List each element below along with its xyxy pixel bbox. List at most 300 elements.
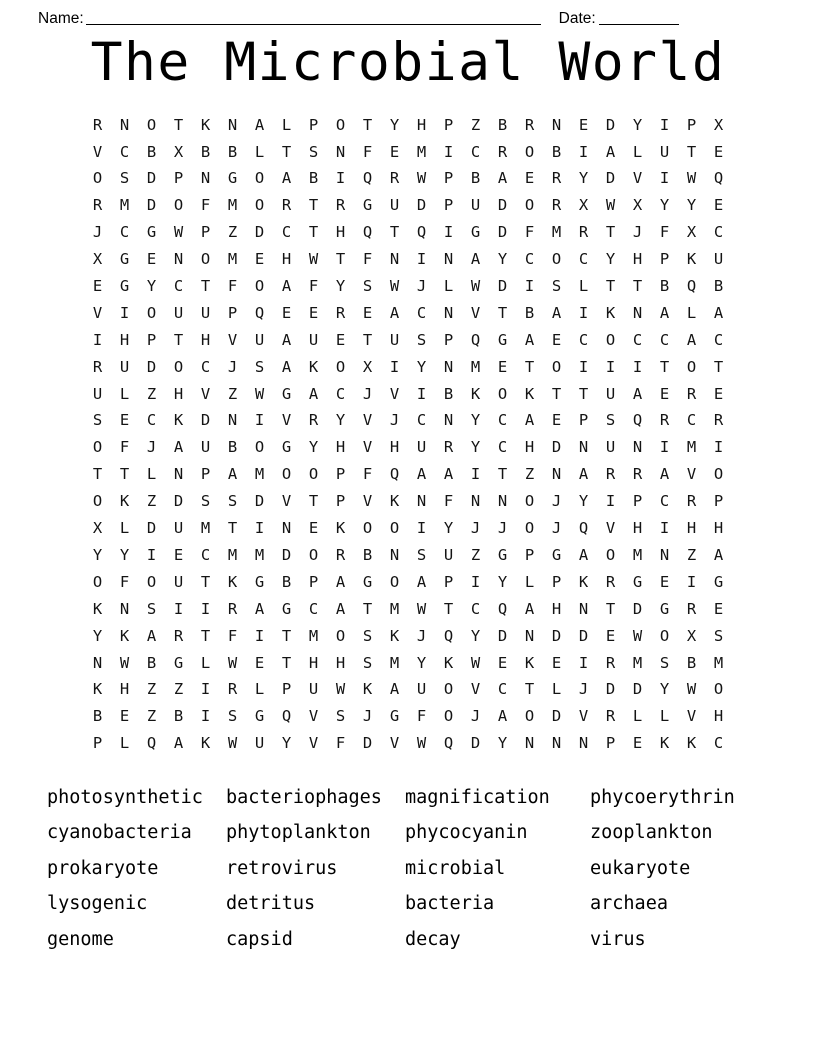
grid-cell[interactable]: B [308,169,319,188]
grid-cell[interactable]: U [308,330,319,349]
grid-cell[interactable]: L [146,465,157,484]
word-bank-item[interactable]: decay [405,928,461,950]
grid-cell[interactable]: I [686,572,697,591]
grid-cell[interactable]: R [92,196,103,215]
grid-cell[interactable]: F [227,626,238,645]
grid-cell[interactable]: P [281,680,292,699]
grid-cell[interactable]: Q [146,734,157,753]
grid-cell[interactable]: S [362,277,373,296]
grid-cell[interactable]: A [659,303,670,322]
grid-cell[interactable]: P [335,465,346,484]
grid-cell[interactable]: R [335,545,346,564]
grid-cell[interactable]: O [551,357,562,376]
grid-cell[interactable]: Z [470,115,481,134]
grid-cell[interactable]: T [362,599,373,618]
grid-cell[interactable]: N [443,357,454,376]
grid-cell[interactable]: P [443,196,454,215]
grid-cell[interactable]: Y [470,438,481,457]
grid-cell[interactable]: N [632,438,643,457]
grid-cell[interactable]: E [335,330,346,349]
grid-cell[interactable]: I [659,115,670,134]
grid-cell[interactable]: C [470,599,481,618]
grid-cell[interactable]: A [146,626,157,645]
grid-cell[interactable]: E [173,545,184,564]
grid-cell[interactable]: V [281,492,292,511]
grid-cell[interactable]: O [443,680,454,699]
grid-cell[interactable]: Q [443,734,454,753]
grid-cell[interactable]: G [659,599,670,618]
grid-cell[interactable]: E [578,115,589,134]
grid-cell[interactable]: C [416,303,427,322]
grid-cell[interactable]: F [335,734,346,753]
grid-cell[interactable]: V [281,411,292,430]
grid-cell[interactable]: U [308,680,319,699]
grid-cell[interactable]: K [686,734,697,753]
grid-cell[interactable]: I [146,545,157,564]
grid-cell[interactable]: W [416,599,427,618]
grid-cell[interactable]: L [551,680,562,699]
grid-cell[interactable]: S [713,626,724,645]
grid-cell[interactable]: P [524,545,535,564]
grid-cell[interactable]: Z [146,492,157,511]
grid-cell[interactable]: O [605,330,616,349]
grid-cell[interactable]: O [335,115,346,134]
grid-cell[interactable]: D [497,277,508,296]
grid-cell[interactable]: Y [497,572,508,591]
grid-cell[interactable]: D [551,707,562,726]
grid-cell[interactable]: H [632,250,643,269]
grid-cell[interactable]: K [335,519,346,538]
grid-cell[interactable]: T [200,626,211,645]
grid-cell[interactable]: T [659,357,670,376]
grid-cell[interactable]: Y [416,357,427,376]
grid-cell[interactable]: I [200,680,211,699]
grid-cell[interactable]: Y [92,545,103,564]
grid-cell[interactable]: O [335,357,346,376]
grid-cell[interactable]: P [443,572,454,591]
word-bank-item[interactable]: bacteria [405,893,495,915]
grid-cell[interactable]: H [119,330,130,349]
grid-cell[interactable]: V [92,303,103,322]
grid-cell[interactable]: E [713,599,724,618]
grid-cell[interactable]: S [416,545,427,564]
grid-cell[interactable]: T [605,277,616,296]
grid-cell[interactable]: R [227,680,238,699]
grid-cell[interactable]: K [659,734,670,753]
grid-cell[interactable]: Y [659,680,670,699]
grid-cell[interactable]: D [605,169,616,188]
grid-cell[interactable]: L [632,707,643,726]
grid-cell[interactable]: Y [119,545,130,564]
grid-cell[interactable]: E [389,142,400,161]
grid-cell[interactable]: Y [497,734,508,753]
grid-cell[interactable]: T [281,653,292,672]
grid-cell[interactable]: O [389,572,400,591]
grid-cell[interactable]: C [281,223,292,242]
word-bank-item[interactable]: lysogenic [47,893,148,915]
word-bank-item[interactable]: microbial [405,857,506,879]
grid-cell[interactable]: R [713,411,724,430]
grid-cell[interactable]: C [524,250,535,269]
grid-cell[interactable]: S [308,142,319,161]
word-bank-item[interactable]: genome [47,928,114,950]
grid-cell[interactable]: S [335,707,346,726]
grid-cell[interactable]: O [524,707,535,726]
grid-cell[interactable]: V [227,330,238,349]
grid-cell[interactable]: U [389,330,400,349]
grid-cell[interactable]: D [146,519,157,538]
grid-cell[interactable]: A [524,599,535,618]
grid-cell[interactable]: Q [497,599,508,618]
grid-cell[interactable]: I [659,438,670,457]
grid-cell[interactable]: W [470,277,481,296]
grid-cell[interactable]: W [308,250,319,269]
grid-cell[interactable]: D [605,115,616,134]
grid-cell[interactable]: H [713,519,724,538]
grid-cell[interactable]: O [254,196,265,215]
grid-cell[interactable]: V [389,734,400,753]
grid-cell[interactable]: E [632,734,643,753]
grid-cell[interactable]: F [308,277,319,296]
grid-cell[interactable]: E [551,411,562,430]
grid-cell[interactable]: L [443,277,454,296]
grid-cell[interactable]: R [173,626,184,645]
grid-cell[interactable]: G [362,572,373,591]
grid-cell[interactable]: O [524,196,535,215]
grid-cell[interactable]: J [416,277,427,296]
word-bank-item[interactable]: photosynthetic [47,786,203,808]
grid-cell[interactable]: N [443,250,454,269]
grid-cell[interactable]: Y [146,277,157,296]
grid-cell[interactable]: O [605,545,616,564]
grid-cell[interactable]: D [470,734,481,753]
grid-cell[interactable]: B [227,142,238,161]
grid-cell[interactable]: A [389,680,400,699]
grid-cell[interactable]: H [308,653,319,672]
grid-cell[interactable]: O [92,438,103,457]
grid-cell[interactable]: D [146,169,157,188]
grid-cell[interactable]: X [173,142,184,161]
grid-cell[interactable]: K [389,492,400,511]
grid-cell[interactable]: Q [416,223,427,242]
grid-cell[interactable]: Y [335,277,346,296]
grid-cell[interactable]: N [443,303,454,322]
grid-cell[interactable]: N [227,115,238,134]
grid-cell[interactable]: F [200,196,211,215]
word-bank-item[interactable]: retrovirus [226,857,338,879]
grid-cell[interactable]: I [119,303,130,322]
grid-cell[interactable]: O [254,277,265,296]
grid-cell[interactable]: I [254,626,265,645]
grid-cell[interactable]: T [551,384,562,403]
grid-cell[interactable]: P [146,330,157,349]
grid-cell[interactable]: G [470,223,481,242]
grid-cell[interactable]: Y [443,519,454,538]
grid-cell[interactable]: R [686,599,697,618]
word-bank-item[interactable]: bacteriophages [226,786,382,808]
grid-cell[interactable]: W [605,196,616,215]
grid-cell[interactable]: P [173,169,184,188]
grid-cell[interactable]: Z [173,680,184,699]
grid-cell[interactable]: X [578,196,589,215]
grid-cell[interactable]: F [362,142,373,161]
grid-cell[interactable]: B [497,115,508,134]
grid-cell[interactable]: U [200,303,211,322]
grid-cell[interactable]: I [578,357,589,376]
grid-cell[interactable]: I [416,384,427,403]
grid-cell[interactable]: S [227,707,238,726]
grid-cell[interactable]: J [389,411,400,430]
grid-cell[interactable]: J [551,519,562,538]
grid-cell[interactable]: H [632,519,643,538]
grid-cell[interactable]: I [578,303,589,322]
grid-cell[interactable]: N [497,492,508,511]
grid-cell[interactable]: O [524,492,535,511]
grid-cell[interactable]: R [551,169,562,188]
grid-cell[interactable]: N [173,250,184,269]
grid-cell[interactable]: K [92,599,103,618]
grid-cell[interactable]: R [92,115,103,134]
grid-cell[interactable]: R [605,653,616,672]
grid-cell[interactable]: U [173,303,184,322]
grid-cell[interactable]: O [362,519,373,538]
grid-cell[interactable]: F [362,465,373,484]
grid-cell[interactable]: J [227,357,238,376]
grid-cell[interactable]: R [605,707,616,726]
grid-cell[interactable]: W [227,653,238,672]
grid-cell[interactable]: T [524,357,535,376]
grid-cell[interactable]: L [254,142,265,161]
grid-cell[interactable]: U [173,572,184,591]
grid-cell[interactable]: R [92,357,103,376]
grid-cell[interactable]: T [605,223,616,242]
grid-cell[interactable]: T [497,465,508,484]
grid-cell[interactable]: T [281,626,292,645]
grid-cell[interactable]: E [551,330,562,349]
grid-cell[interactable]: T [524,680,535,699]
grid-cell[interactable]: A [281,357,292,376]
grid-cell[interactable]: H [713,707,724,726]
grid-cell[interactable]: K [362,680,373,699]
grid-cell[interactable]: S [416,330,427,349]
grid-cell[interactable]: R [605,465,616,484]
grid-cell[interactable]: V [686,465,697,484]
grid-cell[interactable]: P [335,492,346,511]
grid-cell[interactable]: M [551,223,562,242]
grid-cell[interactable]: I [632,357,643,376]
grid-cell[interactable]: T [362,115,373,134]
grid-cell[interactable]: E [308,303,319,322]
grid-cell[interactable]: U [173,519,184,538]
grid-cell[interactable]: I [578,142,589,161]
grid-cell[interactable]: N [551,465,562,484]
grid-cell[interactable]: P [578,411,589,430]
grid-cell[interactable]: N [335,142,346,161]
grid-cell[interactable]: D [497,626,508,645]
grid-cell[interactable]: S [362,653,373,672]
grid-cell[interactable]: O [389,519,400,538]
grid-cell[interactable]: O [659,626,670,645]
grid-cell[interactable]: L [254,680,265,699]
grid-cell[interactable]: G [119,250,130,269]
grid-cell[interactable]: Z [227,223,238,242]
grid-cell[interactable]: Q [362,223,373,242]
grid-cell[interactable]: G [173,653,184,672]
grid-cell[interactable]: N [281,519,292,538]
grid-cell[interactable]: R [389,169,400,188]
grid-cell[interactable]: G [632,572,643,591]
grid-cell[interactable]: C [200,357,211,376]
word-bank-item[interactable]: capsid [226,928,293,950]
grid-cell[interactable]: D [578,626,589,645]
grid-cell[interactable]: T [578,384,589,403]
grid-cell[interactable]: U [416,680,427,699]
grid-cell[interactable]: Q [470,330,481,349]
grid-cell[interactable]: E [308,519,319,538]
word-bank-item[interactable]: archaea [590,893,668,915]
grid-cell[interactable]: D [551,438,562,457]
grid-cell[interactable]: V [362,411,373,430]
grid-cell[interactable]: N [443,411,454,430]
grid-cell[interactable]: W [686,680,697,699]
grid-cell[interactable]: B [470,169,481,188]
grid-cell[interactable]: U [416,438,427,457]
grid-cell[interactable]: T [686,142,697,161]
grid-cell[interactable]: Y [308,438,319,457]
grid-cell[interactable]: O [146,572,157,591]
grid-cell[interactable]: C [119,142,130,161]
grid-cell[interactable]: C [659,330,670,349]
grid-cell[interactable]: P [308,115,319,134]
grid-cell[interactable]: E [497,357,508,376]
grid-cell[interactable]: U [389,196,400,215]
word-bank-item[interactable]: phytoplankton [226,822,371,844]
grid-cell[interactable]: C [470,142,481,161]
grid-cell[interactable]: E [92,277,103,296]
grid-cell[interactable]: V [686,707,697,726]
grid-cell[interactable]: K [227,572,238,591]
grid-cell[interactable]: R [551,196,562,215]
word-bank-item[interactable]: prokaryote [47,857,159,879]
grid-cell[interactable]: N [389,545,400,564]
grid-cell[interactable]: N [524,626,535,645]
grid-cell[interactable]: K [443,653,454,672]
grid-cell[interactable]: D [362,734,373,753]
grid-cell[interactable]: R [686,384,697,403]
grid-cell[interactable]: A [335,599,346,618]
grid-cell[interactable]: I [389,357,400,376]
grid-cell[interactable]: G [254,707,265,726]
grid-cell[interactable]: R [605,572,616,591]
grid-cell[interactable]: E [524,169,535,188]
grid-cell[interactable]: A [443,465,454,484]
grid-cell[interactable]: P [443,330,454,349]
grid-cell[interactable]: N [119,599,130,618]
grid-cell[interactable]: Z [470,545,481,564]
grid-cell[interactable]: O [308,545,319,564]
grid-cell[interactable]: R [443,438,454,457]
grid-cell[interactable]: M [308,626,319,645]
grid-cell[interactable]: Z [524,465,535,484]
grid-cell[interactable]: T [605,599,616,618]
grid-cell[interactable]: U [119,357,130,376]
grid-cell[interactable]: L [659,707,670,726]
grid-cell[interactable]: D [632,680,643,699]
grid-cell[interactable]: O [686,357,697,376]
grid-cell[interactable]: V [389,384,400,403]
grid-cell[interactable]: U [659,142,670,161]
grid-cell[interactable]: E [659,572,670,591]
grid-cell[interactable]: C [335,384,346,403]
grid-cell[interactable]: U [713,250,724,269]
grid-cell[interactable]: E [713,384,724,403]
grid-cell[interactable]: O [551,250,562,269]
grid-cell[interactable]: I [200,707,211,726]
grid-cell[interactable]: A [470,250,481,269]
grid-cell[interactable]: P [227,303,238,322]
grid-cell[interactable]: S [659,653,670,672]
grid-cell[interactable]: V [308,707,319,726]
grid-cell[interactable]: G [551,545,562,564]
grid-cell[interactable]: E [659,384,670,403]
grid-cell[interactable]: A [632,384,643,403]
grid-cell[interactable]: H [335,653,346,672]
grid-cell[interactable]: Y [497,250,508,269]
grid-cell[interactable]: N [92,653,103,672]
grid-cell[interactable]: T [173,115,184,134]
grid-cell[interactable]: I [578,653,589,672]
grid-cell[interactable]: W [632,626,643,645]
grid-cell[interactable]: T [173,330,184,349]
grid-cell[interactable]: I [470,572,481,591]
grid-cell[interactable]: N [119,115,130,134]
grid-cell[interactable]: I [443,142,454,161]
grid-cell[interactable]: L [200,653,211,672]
word-search-grid[interactable] [84,112,732,757]
grid-cell[interactable]: N [578,734,589,753]
grid-cell[interactable]: M [389,653,400,672]
grid-cell[interactable]: C [497,438,508,457]
grid-cell[interactable]: I [659,519,670,538]
grid-cell[interactable]: O [92,169,103,188]
grid-cell[interactable]: A [713,303,724,322]
grid-cell[interactable]: C [308,599,319,618]
grid-cell[interactable]: N [551,734,562,753]
grid-cell[interactable]: N [200,169,211,188]
grid-cell[interactable]: A [173,734,184,753]
grid-cell[interactable]: I [470,465,481,484]
grid-cell[interactable]: Q [362,169,373,188]
grid-cell[interactable]: O [335,626,346,645]
grid-cell[interactable]: E [713,142,724,161]
grid-cell[interactable]: P [713,492,724,511]
grid-cell[interactable]: T [308,492,319,511]
grid-cell[interactable]: F [416,707,427,726]
grid-cell[interactable]: P [659,250,670,269]
grid-cell[interactable]: Z [146,680,157,699]
grid-cell[interactable]: B [713,277,724,296]
grid-cell[interactable]: Y [578,169,589,188]
grid-cell[interactable]: C [146,411,157,430]
grid-cell[interactable]: X [686,223,697,242]
grid-cell[interactable]: P [200,465,211,484]
grid-cell[interactable]: U [605,384,616,403]
grid-cell[interactable]: F [659,223,670,242]
grid-cell[interactable]: I [713,438,724,457]
grid-cell[interactable]: V [470,303,481,322]
grid-cell[interactable]: Y [281,734,292,753]
grid-cell[interactable]: C [632,330,643,349]
